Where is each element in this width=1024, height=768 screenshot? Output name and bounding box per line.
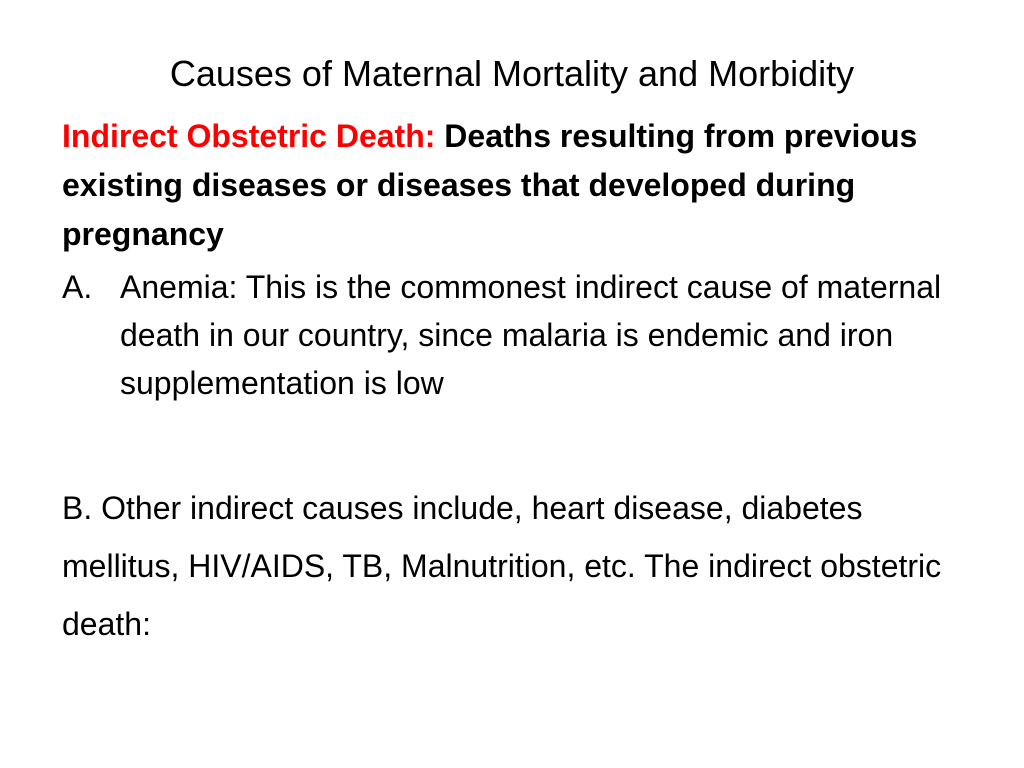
paragraph-b: B. Other indirect causes include, heart disease, diabetes mellitus, HIV/AIDS, TB, Malnutrition, etc. The indirect obstetric death: (62, 490, 942, 642)
list-item-a (62, 263, 972, 407)
slide-title: Causes of Maternal Mortality and Morbidity (169, 53, 855, 94)
list-marker-a: A. (62, 269, 93, 305)
definition-text: Deaths resulting from previous existing diseases or diseases that developed during pregnancy (62, 118, 918, 252)
list-item-a-text: Anemia: This is the commonest indirect cause of maternal death in our country, since malaria is endemic and iron supplementation is low (120, 269, 942, 401)
intro-paragraph (62, 112, 972, 259)
slide-body (62, 112, 972, 653)
definition-term: Indirect Obstetric Death: (62, 118, 436, 154)
